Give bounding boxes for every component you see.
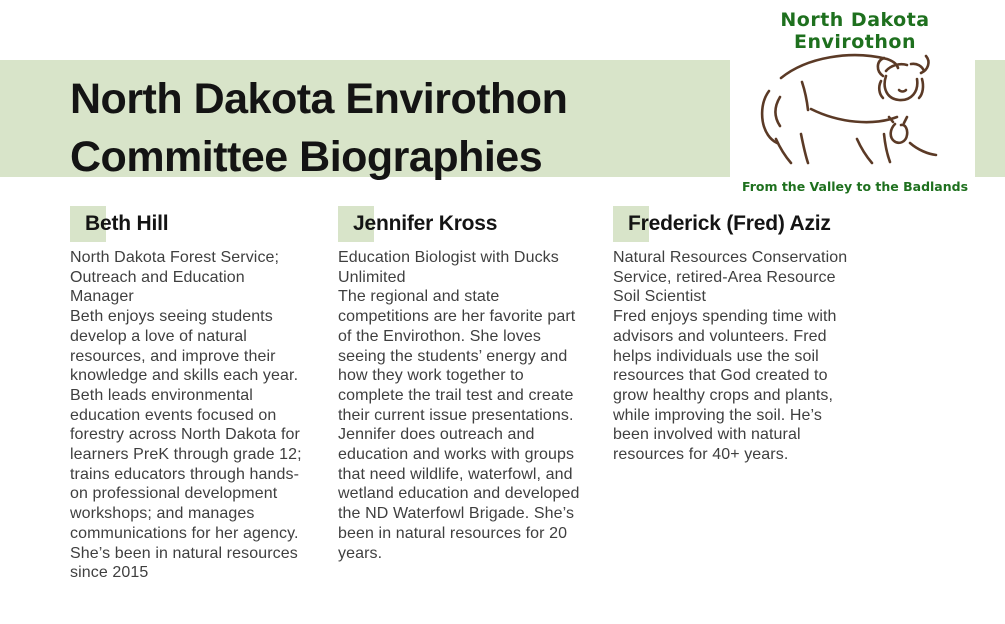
person-bio: Fred enjoys spending time with advisors and volunteers. Fred helps individuals use the soil resources that God created to grow healthy crops and plants, while improving the soil. He’s been involved with natural resources for 40+ years. [613,308,837,464]
page-title-line1: North Dakota Envirothon [70,75,568,123]
person-name: Jennifer Kross [353,212,498,235]
person-bio: The regional and state competitions are her favorite part of the Envirothon. She loves seeing the students’ energy and how they work together to complete the trail test and create their current issue presentations. Jennifer does outreach and education and works with groups that need wildlife, waterfowl, and wetland education and developed the ND Waterfowl Brigade. She’s been in natural resources for 20 years. [338,288,580,562]
person-name-block [613,206,854,242]
person-name: Beth Hill [85,212,169,235]
logo-tagline: From the Valley to the Badlands [741,179,969,194]
biography-columns [70,206,854,583]
person-role: Natural Resources Conservation Service, retired-Area Resource Soil Scientist [613,249,848,306]
page-title-line2: Committee Biographies [70,133,543,181]
bio-column-frederick-aziz [613,206,854,583]
bio-column-jennifer-kross [338,206,586,583]
person-bio: Beth enjoys seeing students develop a love of natural resources, and improve their knowledge and skills each year. Beth leads environmental education events focused on forestry across North Dakota for learners PreK through grade 12; trains educators through hands-on professional development workshops; and manages communications for her agency. She’s been in natural resources since 2015 [70,308,302,582]
bison-icon [735,45,975,180]
right-accent-bar [975,60,1005,177]
person-role: North Dakota Forest Service; Outreach and Education Manager [70,249,280,306]
page-title [70,70,567,186]
logo-title: North Dakota Envirothon [780,9,930,53]
person-name-block [338,206,586,242]
person-name: Frederick (Fred) Aziz [628,212,831,235]
person-role: Education Biologist with Ducks Unlimited [338,249,559,286]
bio-column-beth-hill [70,206,311,583]
person-name-block [70,206,311,242]
